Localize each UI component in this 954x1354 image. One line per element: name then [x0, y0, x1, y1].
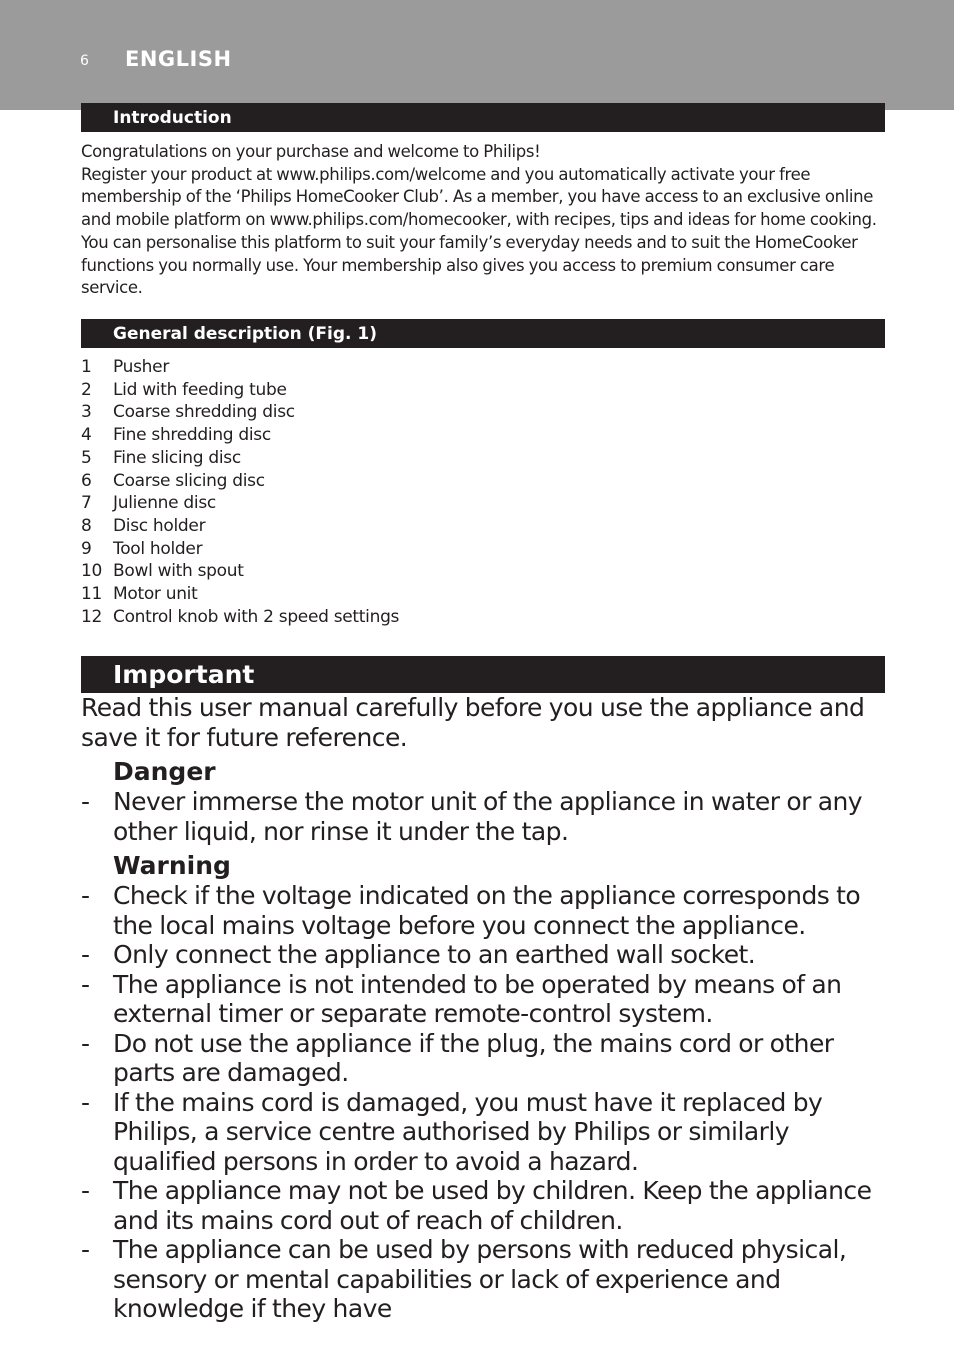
list-item — [81, 940, 891, 970]
list-item — [81, 970, 891, 1029]
bullet-dash: - — [81, 969, 90, 999]
part-number: 3 — [81, 402, 92, 423]
warning-list — [81, 881, 891, 1324]
list-item — [81, 470, 781, 493]
language-label: ENGLISH — [125, 47, 232, 71]
part-number: 1 — [81, 357, 92, 377]
part-number: 7 — [81, 493, 92, 514]
list-item — [81, 401, 781, 424]
page-number: 6 — [80, 53, 89, 69]
list-item — [81, 787, 891, 846]
part-label: Pusher — [113, 357, 170, 377]
important-lead: Read this user manual carefully before you use the appliance and save it for future reference. — [81, 693, 865, 752]
list-item — [81, 606, 781, 629]
header-band — [0, 0, 954, 110]
list-item — [81, 538, 781, 561]
part-label: Julienne disc — [113, 493, 216, 514]
part-label: Fine slicing disc — [113, 447, 241, 468]
part-number: 11 — [81, 584, 103, 605]
part-label: Fine shredding disc — [113, 425, 271, 446]
list-item — [81, 424, 781, 447]
part-label: Bowl with spout — [113, 561, 244, 582]
bullet-dash: - — [81, 940, 90, 969]
introduction-line-1: Congratulations on your purchase and welcome to Philips! — [81, 142, 541, 161]
bullet-text: Only connect the appliance to an earthed wall socket. — [113, 940, 756, 969]
bullet-dash: - — [81, 787, 90, 816]
bullet-text: Do not use the appliance if the plug, the mains cord or other parts are damaged. — [113, 1028, 834, 1087]
list-item — [81, 356, 781, 379]
bullet-text: The appliance may not be used by children. Keep the appliance and its mains cord out of reach of children. — [113, 1176, 872, 1235]
part-label: Control knob with 2 speed settings — [113, 606, 400, 627]
part-number: 2 — [81, 379, 92, 400]
list-item — [81, 1029, 891, 1088]
list-item — [81, 583, 781, 606]
important-heading: Important — [81, 656, 885, 693]
part-number: 8 — [81, 515, 92, 536]
bullet-text: Never immerse the motor unit of the appliance in water or any other liquid, nor rinse it under the tap. — [113, 787, 863, 846]
part-label: Coarse slicing disc — [113, 470, 265, 491]
bullet-text: If the mains cord is damaged, you must have it replaced by Philips, a service centre authorised by Philips or similarly qualified persons in order to avoid a hazard. — [113, 1087, 823, 1176]
list-item — [81, 447, 781, 470]
part-label: Motor unit — [113, 584, 198, 605]
introduction-heading: Introduction — [81, 103, 885, 132]
list-item — [81, 492, 781, 515]
danger-list — [81, 787, 891, 846]
bullet-text: The appliance can be used by persons with reduced physical, sensory or mental capabilities or lack of experience and knowledge if they have — [113, 1235, 847, 1323]
part-number: 4 — [81, 425, 92, 446]
part-number: 12 — [81, 606, 103, 627]
bullet-dash: - — [81, 1087, 90, 1117]
parts-list — [81, 356, 781, 628]
warning-heading: Warning — [113, 851, 231, 880]
part-number: 5 — [81, 447, 92, 468]
list-item — [81, 1088, 891, 1177]
part-number: 9 — [81, 538, 92, 559]
list-item — [81, 1176, 891, 1235]
list-item — [81, 515, 781, 538]
part-label: Coarse shredding disc — [113, 402, 295, 423]
bullet-text: Check if the voltage indicated on the appliance corresponds to the local mains voltage before you connect the appliance. — [113, 881, 861, 940]
bullet-dash: - — [81, 1028, 90, 1058]
part-label: Tool holder — [113, 538, 203, 559]
part-label: Lid with feeding tube — [113, 379, 287, 400]
part-label: Disc holder — [113, 515, 206, 536]
introduction-text — [81, 141, 891, 300]
bullet-dash: - — [81, 1176, 90, 1205]
danger-heading: Danger — [113, 757, 216, 786]
bullet-dash: - — [81, 881, 90, 910]
part-number: 10 — [81, 561, 103, 582]
list-item — [81, 881, 891, 940]
list-item — [81, 379, 781, 402]
list-item — [81, 1235, 891, 1324]
list-item — [81, 560, 781, 583]
bullet-dash: - — [81, 1235, 90, 1264]
part-number: 6 — [81, 470, 92, 491]
bullet-text: The appliance is not intended to be operated by means of an external timer or separate remote-control system. — [113, 969, 842, 1028]
introduction-line-2: Register your product at www.philips.com/welcome and you automatically activate your free membership of the ‘Philips HomeCooker Club’. As a member, you have access to an exclusive online and mobile platform on www.philips.com/homecooker, with recipes, tips and ideas for home cooking. You can personalise this platform to suit your family’s everyday needs and to suit the HomeCooker functions you normally use. Your membership also gives you access to premium consumer care service. — [81, 164, 877, 298]
general-description-heading: General description (Fig. 1) — [81, 319, 885, 348]
